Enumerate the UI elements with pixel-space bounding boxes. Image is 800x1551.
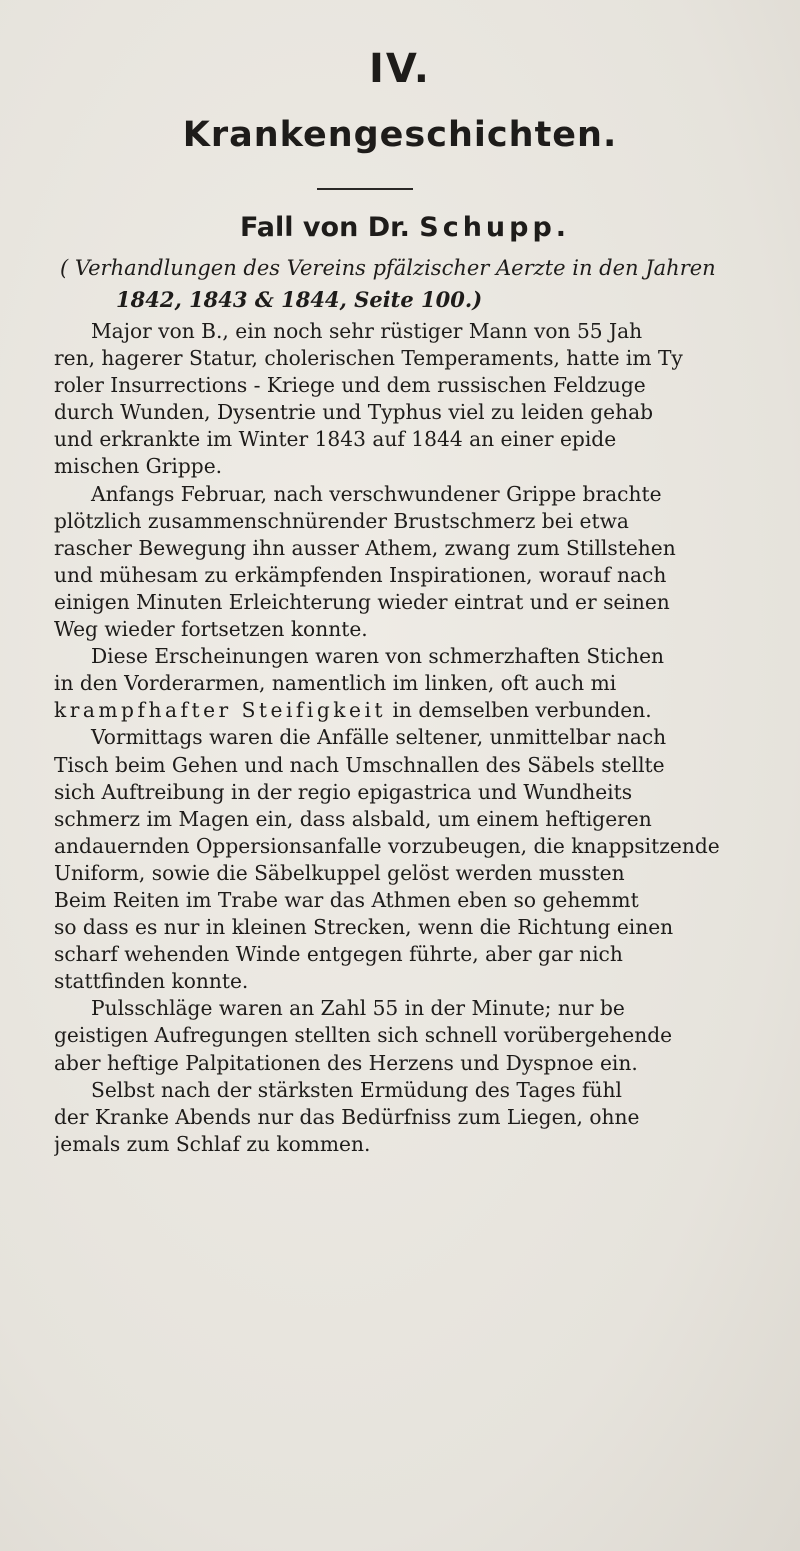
- page-heading: Krankengeschichten.: [182, 115, 618, 155]
- text-line: Anfangs Februar, nach verschwundener Grippe brachte: [91, 481, 662, 506]
- spaced-emphasis: krampfhafter Steifigkeit: [54, 698, 387, 723]
- text-line: Uniform, sowie die Säbelkuppel gelöst werden mussten: [54, 860, 625, 885]
- text-line: Beim Reiten im Trabe war das Athmen eben so gehemmt: [54, 887, 639, 912]
- text-line: und erkrankte im Winter 1843 auf 1844 an einer epide: [54, 427, 617, 452]
- text-line: Weg wieder fortsetzen konnte.: [54, 617, 368, 642]
- text-line: andauernden Oppersionsanfalle vorzubeugen, die knappsitzende: [54, 833, 720, 858]
- case-title: [0, 212, 800, 243]
- text-line: schmerz im Magen ein, dass alsbald, um einem heftigeren: [54, 806, 652, 831]
- text-line: in den Vorderarmen, namentlich im linken, oft auch mi: [54, 671, 617, 696]
- source-line-2: 1842, 1843 & 1844, Seite 100.): [116, 287, 483, 312]
- text-line: durch Wunden, Dysentrie und Typhus viel zu leiden gehab: [54, 400, 654, 425]
- section-number: IV.: [369, 46, 431, 92]
- source-citation: [60, 252, 800, 316]
- text-line: [54, 697, 800, 724]
- text-line: aber heftige Palpitationen des Herzens und Dyspnoe ein.: [54, 1050, 638, 1075]
- text-line: jemals zum Schlaf zu kommen.: [54, 1131, 371, 1156]
- text-line: Selbst nach der stärksten Ermüdung des Tages fühl: [91, 1077, 622, 1102]
- text-line: plötzlich zusammenschnürender Brustschmerz bei etwa: [54, 508, 629, 533]
- text-line: Tisch beim Gehen und nach Umschnallen des Säbels stellte: [54, 752, 665, 777]
- case-prefix: Fall von Dr.: [239, 212, 410, 243]
- text-line: Vormittags waren die Anfälle seltener, unmittelbar nach: [91, 725, 667, 750]
- text-line: so dass es nur in kleinen Strecken, wenn die Richtung einen: [54, 915, 674, 940]
- text-line: einigen Minuten Erleichterung wieder eintrat und er seinen: [54, 589, 670, 614]
- heading-divider: [317, 188, 413, 190]
- text-line: der Kranke Abends nur das Bedürfniss zum Liegen, ohne: [54, 1104, 640, 1129]
- text-line: stattfinden konnte.: [54, 969, 249, 994]
- text-line-rest: in demselben verbunden.: [386, 698, 652, 723]
- text-line: und mühesam zu erkämpfenden Inspirationen, worauf nach: [54, 562, 667, 587]
- text-line: sich Auftreibung in der regio epigastrica und Wundheits: [54, 779, 633, 804]
- case-author: Schupp.: [419, 212, 571, 243]
- source-line-1: ( Verhandlungen des Vereins pfälzischer Aerzte in den Jahren: [60, 256, 716, 280]
- text-line: Diese Erscheinungen waren von schmerzhaften Stichen: [91, 644, 665, 669]
- text-line: Major von B., ein noch sehr rüstiger Mann von 55 Jah: [91, 319, 643, 343]
- text-line: Pulsschläge waren an Zahl 55 in der Minute; nur be: [91, 996, 625, 1021]
- text-line: scharf wehenden Winde entgegen führte, aber gar nich: [54, 942, 623, 967]
- text-line: ren, hagerer Statur, cholerischen Temperaments, hatte im Ty: [54, 346, 683, 371]
- text-line: rascher Bewegung ihn ausser Athem, zwang zum Stillstehen: [54, 535, 676, 560]
- text-line: roler Insurrections - Kriege und dem russischen Feldzuge: [54, 373, 646, 398]
- case-text: [54, 318, 800, 1158]
- text-line: geistigen Aufregungen stellten sich schnell vorübergehende: [54, 1023, 673, 1048]
- text-line: mischen Grippe.: [54, 454, 223, 479]
